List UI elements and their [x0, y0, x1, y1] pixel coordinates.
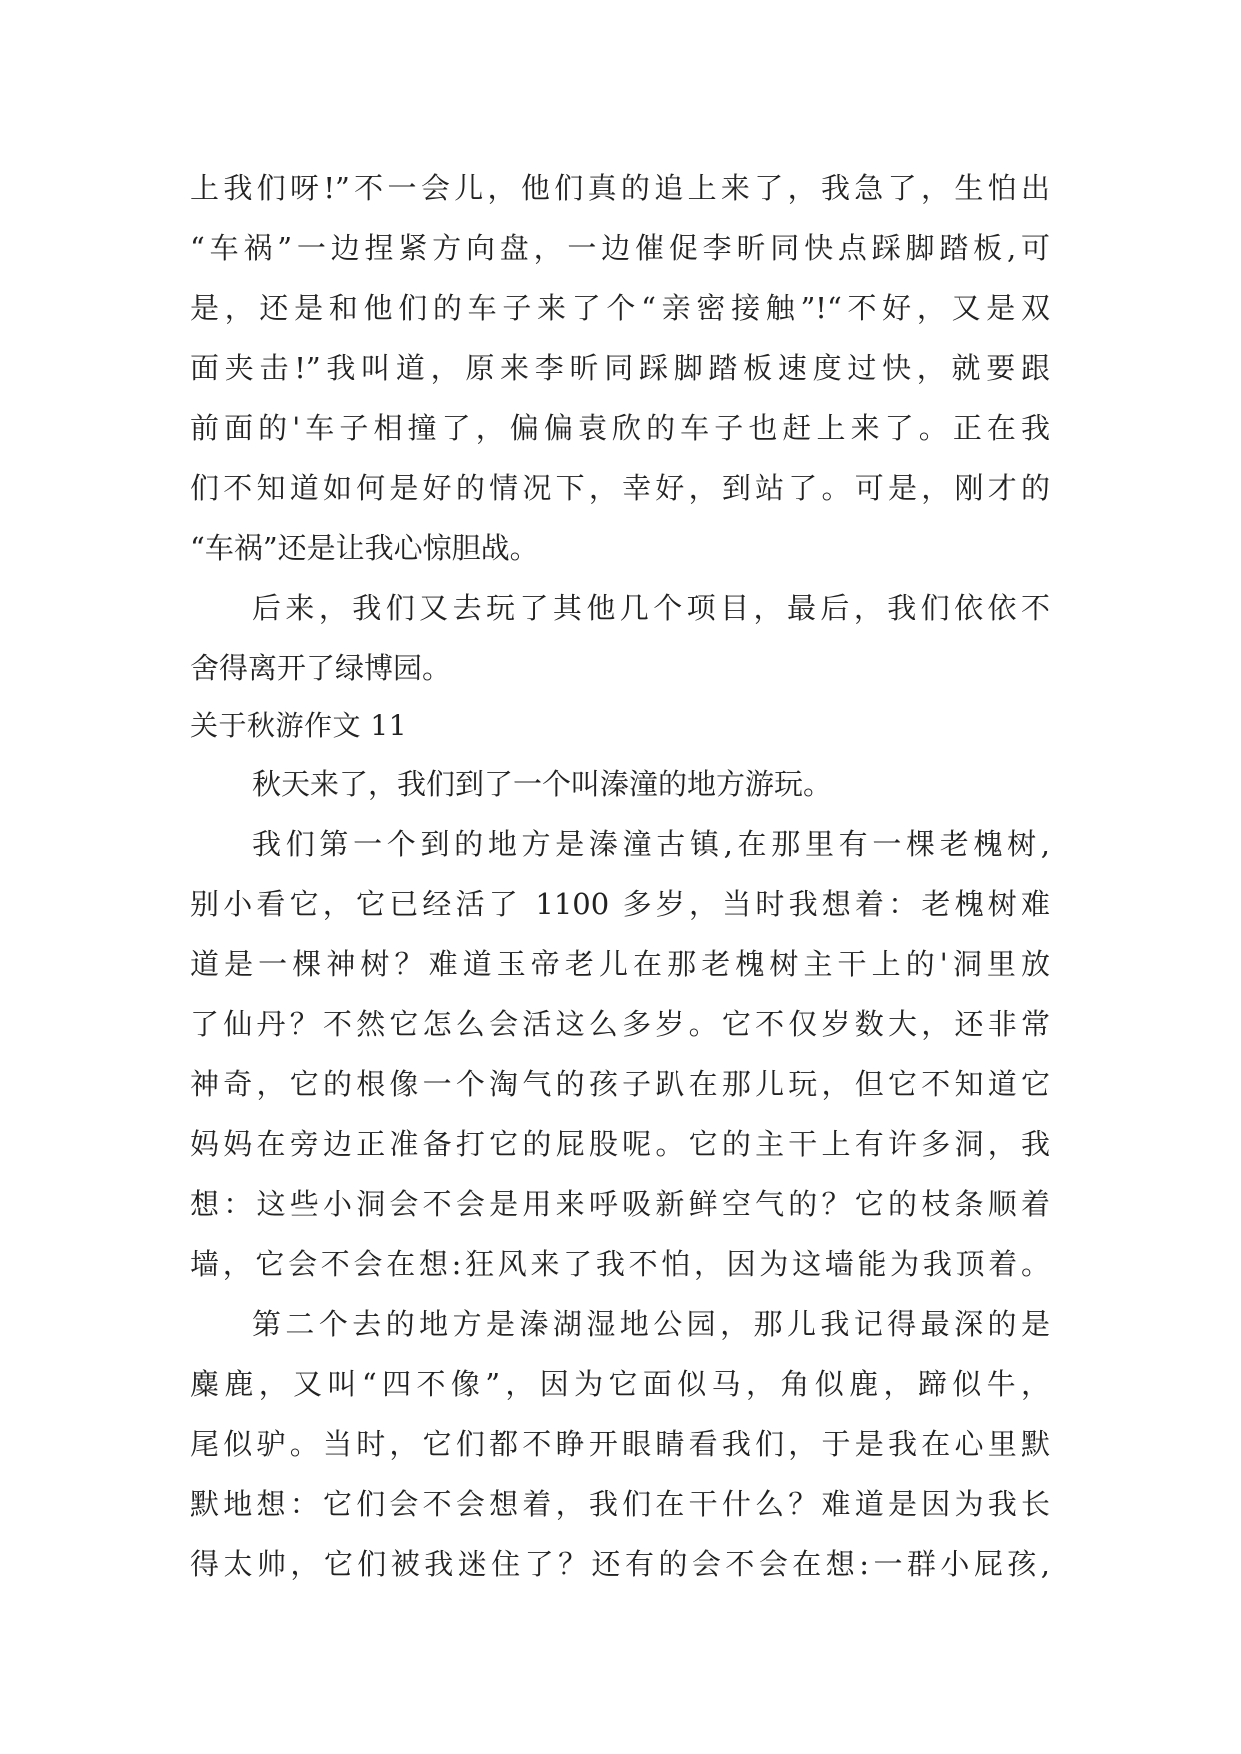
text-line: 想：这些小洞会不会是用来呼吸新鲜空气的？它的枝条顺着 — [190, 1187, 1050, 1221]
text-line: 妈妈在旁边正准备打它的屁股呢。它的主干上有许多洞，我 — [190, 1127, 1050, 1161]
text-line: 道是一棵神树？难道玉帝老儿在那老槐树主干上的'洞里放 — [190, 947, 1050, 981]
section-heading: 关于秋游作文 11 — [190, 709, 408, 742]
text-line: 面夹击!”我叫道，原来李昕同踩脚踏板速度过快，就要跟 — [190, 351, 1050, 385]
text-line: 别小看它，它已经活了 1100 多岁，当时我想着：老槐树难 — [190, 887, 1050, 921]
text-line: 尾似驴。当时，它们都不睁开眼睛看我们，于是我在心里默 — [190, 1427, 1050, 1461]
paragraph-first-line: 秋天来了，我们到了一个叫溱潼的地方游玩。 — [252, 767, 833, 801]
text-line: 舍得离开了绿博园。 — [190, 651, 452, 685]
paragraph-first-line: 后来，我们又去玩了其他几个项目，最后，我们依依不 — [252, 591, 1050, 625]
paragraph-first-line: 我们第一个到的地方是溱潼古镇,在那里有一棵老槐树, — [252, 827, 1050, 861]
text-line: 前面的'车子相撞了，偏偏袁欣的车子也赶上来了。正在我 — [190, 411, 1050, 445]
text-line: 默地想：它们会不会想着，我们在干什么？难道是因为我长 — [190, 1487, 1050, 1521]
text-line: “车祸”一边捏紧方向盘，一边催促李昕同快点踩脚踏板,可 — [190, 231, 1050, 265]
text-line: 们不知道如何是好的情况下，幸好，到站了。可是，刚才的 — [190, 471, 1050, 505]
text-line: 是，还是和他们的车子来了个“亲密接触”!“不好，又是双 — [190, 291, 1050, 325]
text-line: 了仙丹？不然它怎么会活这么多岁。它不仅岁数大，还非常 — [190, 1007, 1050, 1041]
text-line: 上我们呀!”不一会儿，他们真的追上来了，我急了，生怕出 — [190, 171, 1050, 205]
text-line: 得太帅，它们被我迷住了？还有的会不会在想:一群小屁孩, — [190, 1547, 1050, 1581]
text-line: 神奇，它的根像一个淘气的孩子趴在那儿玩，但它不知道它 — [190, 1067, 1050, 1101]
text-line: 墙，它会不会在想:狂风来了我不怕，因为这墙能为我顶着。 — [190, 1247, 1050, 1281]
text-line: 麋鹿，又叫“四不像”，因为它面似马，角似鹿，蹄似牛， — [190, 1367, 1050, 1401]
text-line: “车祸”还是让我心惊胆战。 — [190, 531, 539, 565]
paragraph-first-line: 第二个去的地方是溱湖湿地公园，那儿我记得最深的是 — [252, 1307, 1050, 1341]
